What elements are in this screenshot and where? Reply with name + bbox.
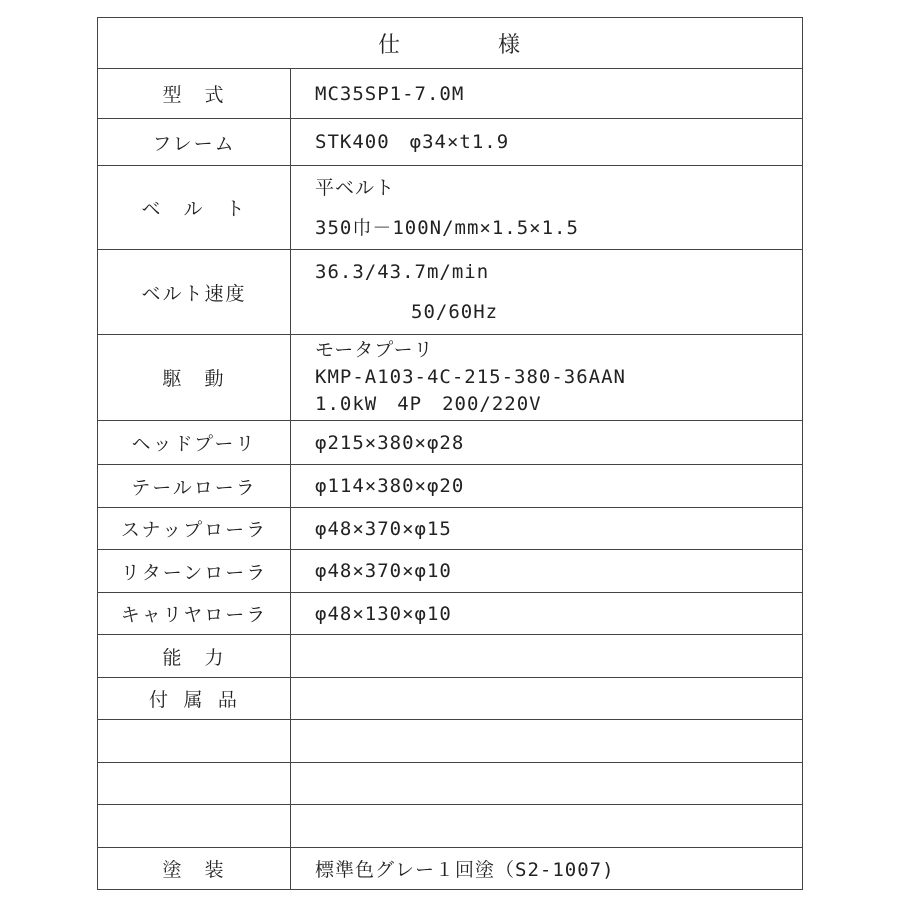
value-snap-roller: φ48×370×φ15 [291, 508, 803, 550]
value-drive-power: 1.0kW 4P 200/220V [315, 393, 542, 415]
label-paint: 塗 装 [98, 848, 291, 890]
label-blank-3 [98, 805, 291, 848]
label-model: 型 式 [98, 69, 291, 119]
value-head-pulley: φ215×380×φ28 [291, 421, 803, 465]
value-belt-speed: 36.3/43.7m/min [315, 261, 490, 283]
value-blank-2 [291, 763, 803, 805]
value-tail-roller: φ114×380×φ20 [291, 465, 803, 508]
value-carrier-roller: φ48×130×φ10 [291, 593, 803, 635]
label-belt: ベ ル ト [98, 166, 291, 250]
label-return-roller: リターンローラ [98, 550, 291, 593]
value-paint: 標準色グレー１回塗（S2-1007) [291, 848, 803, 890]
value-capacity [291, 635, 803, 678]
label-tail-roller: テールローラ [98, 465, 291, 508]
label-blank-2 [98, 763, 291, 805]
value-drive-type: モータプーリ [315, 339, 434, 361]
label-drive: 駆 動 [98, 335, 291, 421]
value-accessories [291, 678, 803, 720]
label-capacity: 能 力 [98, 635, 291, 678]
label-accessories: 付 属 品 [98, 678, 291, 720]
value-belt-type: 平ベルト [315, 176, 396, 199]
value-blank-3 [291, 805, 803, 848]
label-carrier-roller: キャリヤローラ [98, 593, 291, 635]
value-drive-model: KMP-A103-4C-215-380-36AAN [315, 366, 626, 388]
label-blank-1 [98, 720, 291, 763]
spec-title: 仕 様 [98, 18, 803, 69]
value-model: MC35SP1-7.0M [315, 82, 465, 105]
label-snap-roller: スナップローラ [98, 508, 291, 550]
label-belt-speed: ベルト速度 [98, 250, 291, 335]
spec-table [97, 17, 803, 890]
value-return-roller: φ48×370×φ10 [291, 550, 803, 593]
value-blank-1 [291, 720, 803, 763]
value-frequency: 50/60Hz [411, 301, 499, 323]
label-head-pulley: ヘッドプーリ [98, 421, 291, 465]
value-frame: STK400 φ34×t1.9 [315, 131, 510, 153]
label-frame: フレーム [98, 119, 291, 166]
value-belt-spec: 350巾－100N/mm×1.5×1.5 [315, 216, 579, 239]
